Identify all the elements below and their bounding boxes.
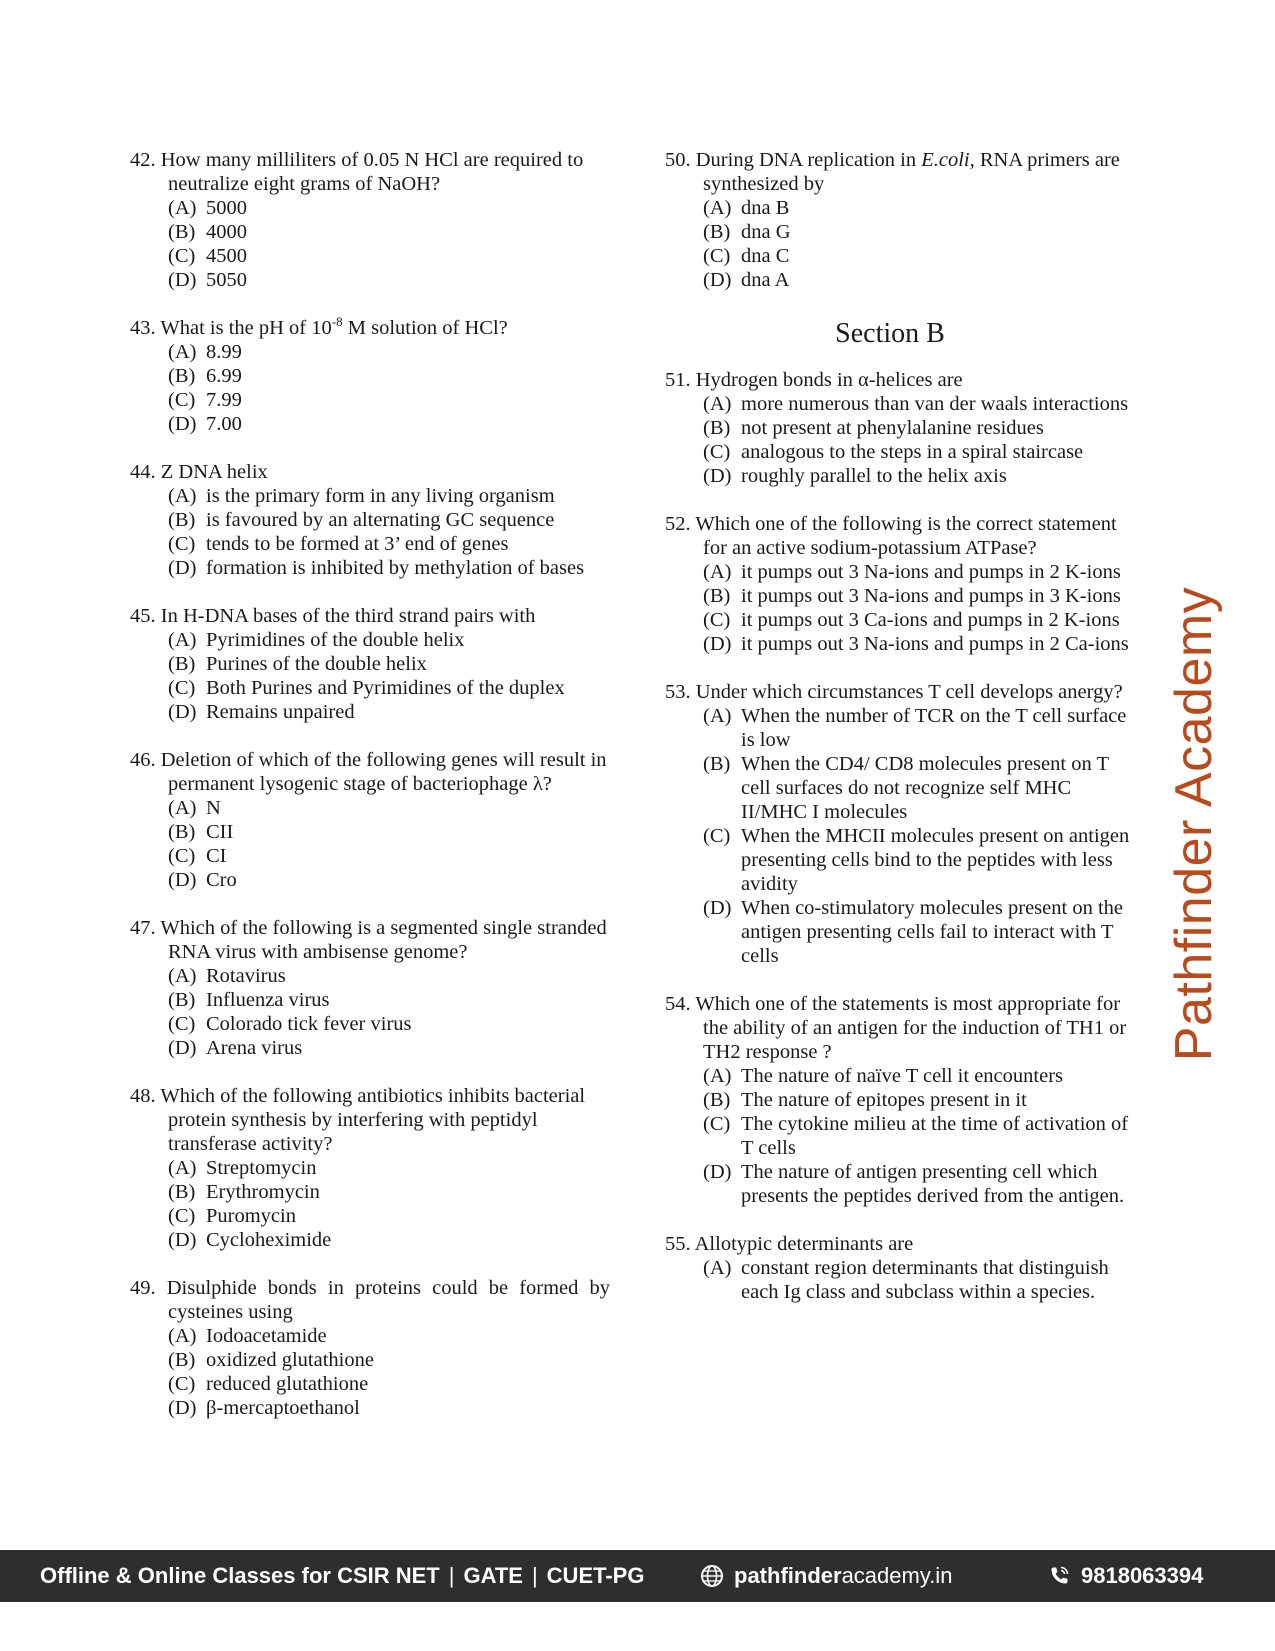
option-d: (D) Cro xyxy=(168,869,237,891)
option-b: (B) Erythromycin xyxy=(168,1181,320,1203)
right-column xyxy=(665,148,1135,1328)
question-text: 50. During DNA replication in E.coli, RNA primers are synthesized by xyxy=(665,149,1120,195)
question-text: 47. Which of the following is a segmented single stranded RNA virus with ambisense genome? xyxy=(130,917,607,963)
option-b: (B) Influenza virus xyxy=(168,989,330,1011)
question-text: 44. Z DNA helix xyxy=(130,461,268,483)
option-b: (B) CII xyxy=(168,821,234,843)
option-a: (A) Streptomycin xyxy=(168,1157,317,1179)
option-d: (D) β-mercaptoethanol xyxy=(168,1397,360,1419)
question-text: 43. What is the pH of $10^{-8}$ M solution of HCl? xyxy=(130,314,508,339)
option-b: (B) 6.99 xyxy=(168,365,242,387)
question-46 xyxy=(130,748,610,892)
option-c: (C) 4500 xyxy=(168,245,247,267)
question-43 xyxy=(130,316,610,436)
question-52 xyxy=(665,512,1135,656)
question-49 xyxy=(130,1276,610,1420)
question-text: 49. Disulphide bonds in proteins could be formed by cysteines using xyxy=(130,1277,610,1323)
option-c: (C) Puromycin xyxy=(168,1205,296,1227)
option-d: (D) The nature of antigen presenting cell which presents the peptides derived from the antigen. xyxy=(703,1161,1125,1207)
option-b: (B) The nature of epitopes present in it xyxy=(703,1089,1027,1111)
option-b: (B) When the CD4/ CD8 molecules present on T cell surfaces do not recognize self MHC II/MHC I molecules xyxy=(703,753,1109,823)
option-c: (C) CI xyxy=(168,845,227,867)
option-c: (C) The cytokine milieu at the time of activation of T cells xyxy=(703,1113,1129,1159)
option-a: (A) Rotavirus xyxy=(168,965,286,987)
option-c: (C) Colorado tick fever virus xyxy=(168,1013,412,1035)
left-column xyxy=(130,148,610,1444)
phone-icon xyxy=(1047,1564,1071,1588)
option-d: (D) When co-stimulatory molecules present on the antigen presenting cells fail to interact with T cells xyxy=(703,897,1123,967)
option-c: (C) it pumps out 3 Ca-ions and pumps in 2 K-ions xyxy=(703,609,1120,631)
question-53 xyxy=(665,680,1135,968)
question-text: 55. Allotypic determinants are xyxy=(665,1233,914,1255)
option-d: (D) 5050 xyxy=(168,269,247,291)
option-a: (A) 8.99 xyxy=(168,341,242,363)
option-c: (C) 7.99 xyxy=(168,389,242,411)
question-text: 46. Deletion of which of the following genes will result in permanent lysogenic stage of bacteriophage λ? xyxy=(130,749,607,795)
option-a: (A) it pumps out 3 Na-ions and pumps in 2 K-ions xyxy=(703,561,1121,583)
exponent: -8 xyxy=(331,314,343,330)
option-d: (D) Cycloheximide xyxy=(168,1229,332,1251)
question-47 xyxy=(130,916,610,1060)
option-d: (D) formation is inhibited by methylation of bases xyxy=(168,557,585,579)
option-b: (B) dna G xyxy=(703,221,791,243)
section-title: Section B xyxy=(835,318,945,349)
option-c: (C) reduced glutathione xyxy=(168,1373,369,1395)
question-text: 53. Under which circumstances T cell develops anergy? xyxy=(665,681,1123,703)
question-42 xyxy=(130,148,610,292)
question-text: 54. Which one of the statements is most appropriate for the ability of an antigen for the induction of TH1 or TH2 response ? xyxy=(665,993,1127,1063)
option-a: (A) When the number of TCR on the T cell surface is low xyxy=(703,705,1127,751)
organism-name: E.coli xyxy=(921,149,970,171)
question-54 xyxy=(665,992,1135,1208)
option-c: (C) tends to be formed at 3’ end of genes xyxy=(168,533,509,555)
option-c: (C) analogous to the steps in a spiral staircase xyxy=(703,441,1084,463)
option-c: (C) dna C xyxy=(703,245,790,267)
question-55 xyxy=(665,1232,1135,1304)
option-a: (A) 5000 xyxy=(168,197,247,219)
option-d: (D) 7.00 xyxy=(168,413,242,435)
option-b: (B) 4000 xyxy=(168,221,247,243)
question-48 xyxy=(130,1084,610,1252)
footer-phone[interactable]: 9818063394 xyxy=(1047,1563,1203,1589)
option-a: (A) is the primary form in any living organism xyxy=(168,485,555,507)
question-text: 48. Which of the following antibiotics inhibits bacterial protein synthesis by interfering with peptidyl transferase activity? xyxy=(130,1085,586,1155)
option-d: (D) roughly parallel to the helix axis xyxy=(703,465,1007,487)
question-text: 42. How many milliliters of 0.05 N HCl are required to neutralize eight grams of NaOH? xyxy=(130,149,584,195)
option-a: (A) more numerous than van der waals interactions xyxy=(703,393,1129,415)
option-d: (D) it pumps out 3 Na-ions and pumps in 2 Ca-ions xyxy=(703,633,1129,655)
question-text: 51. Hydrogen bonds in α-helices are xyxy=(665,369,963,391)
option-b: (B) it pumps out 3 Na-ions and pumps in 3 K-ions xyxy=(703,585,1121,607)
option-d: (D) Remains unpaired xyxy=(168,701,355,723)
option-a: (A) constant region determinants that distinguish each Ig class and subclass within a species. xyxy=(703,1257,1109,1303)
question-text: 45. In H-DNA bases of the third strand pairs with xyxy=(130,605,536,627)
question-text: 52. Which one of the following is the correct statement for an active sodium-potassium ATPase? xyxy=(665,513,1117,559)
footer-bar xyxy=(0,1550,1275,1602)
footer-classes: Offline & Online Classes for CSIR NET | GATE | CUET-PG xyxy=(40,1563,645,1588)
option-c: (C) Both Purines and Pyrimidines of the duplex xyxy=(168,677,565,699)
option-c: (C) When the MHCII molecules present on antigen presenting cells bind to the peptides with less avidity xyxy=(703,825,1130,895)
option-b: (B) not present at phenylalanine residues xyxy=(703,417,1044,439)
brand-watermark: Pathfinder Academy xyxy=(1165,586,1223,1062)
option-d: (D) Arena virus xyxy=(168,1037,303,1059)
globe-icon xyxy=(700,1564,724,1588)
footer-website[interactable]: pathfinder academy.in xyxy=(700,1563,952,1589)
question-45 xyxy=(130,604,610,724)
question-50 xyxy=(665,148,1135,292)
option-d: (D) dna A xyxy=(703,269,790,291)
option-b: (B) is favoured by an alternating GC sequence xyxy=(168,509,555,531)
question-44 xyxy=(130,460,610,580)
option-a: (A) dna B xyxy=(703,197,790,219)
option-a: (A) Iodoacetamide xyxy=(168,1325,327,1347)
option-a: (A) Pyrimidines of the double helix xyxy=(168,629,465,651)
question-51 xyxy=(665,368,1135,488)
option-a: (A) N xyxy=(168,797,221,819)
option-a: (A) The nature of naïve T cell it encounters xyxy=(703,1065,1063,1087)
option-b: (B) oxidized glutathione xyxy=(168,1349,374,1371)
option-b: (B) Purines of the double helix xyxy=(168,653,427,675)
